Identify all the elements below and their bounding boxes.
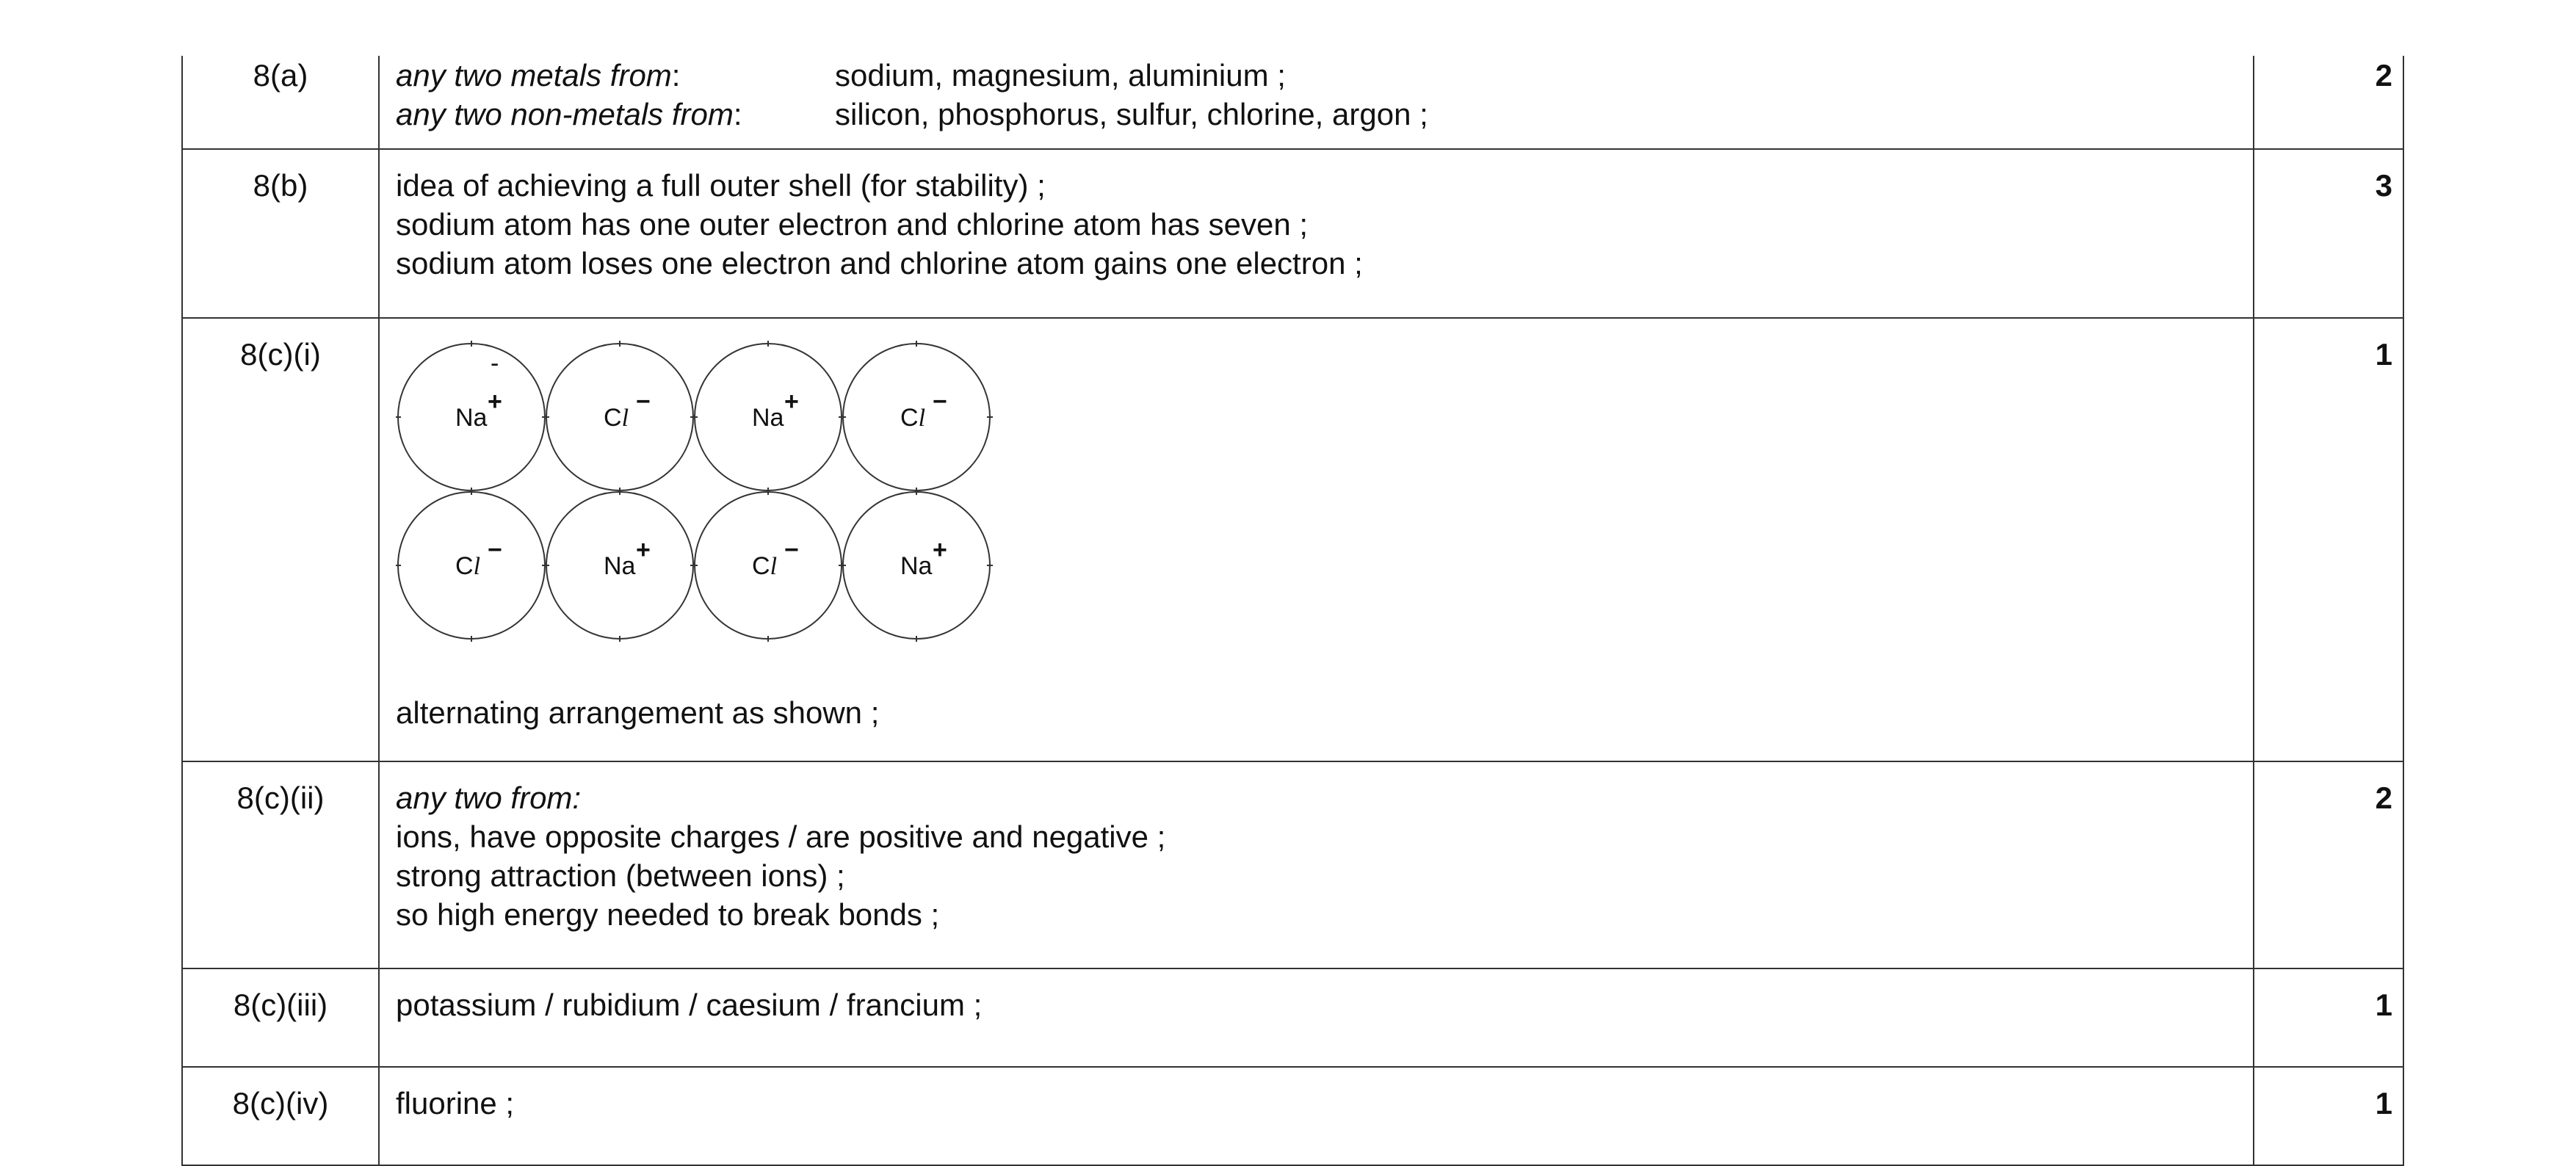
answer-cell <box>379 56 2254 149</box>
question-number: 8(c)(iii) <box>182 968 379 1067</box>
negative-charge: − <box>933 388 947 416</box>
sodium-ion-label: Na <box>604 552 636 580</box>
question-number: 8(c)(iv) <box>182 1067 379 1165</box>
question-number: 8(c)(i) <box>182 318 379 761</box>
positive-charge: + <box>636 536 651 564</box>
answer-line: so high energy needed to break bonds ; <box>396 897 940 932</box>
answer-line: sodium atom loses one electron and chlorine atom gains one electron ; <box>396 246 1363 280</box>
answer-cell <box>379 968 2254 1067</box>
answer-cell <box>379 1067 2254 1165</box>
table-row <box>182 761 2403 968</box>
question-number: 8(a) <box>182 56 379 149</box>
marks-value: 2 <box>2254 761 2403 968</box>
answer-line: alternating arrangement as shown ; <box>396 695 880 730</box>
positive-charge: + <box>933 536 947 564</box>
sodium-ion-label: Na <box>752 404 784 432</box>
marks-value: 1 <box>2254 968 2403 1067</box>
chloride-ion-label: Cl <box>752 552 778 580</box>
mark-scheme-table <box>181 56 2404 1166</box>
sodium-ion-label: Na <box>900 552 933 580</box>
positive-charge: + <box>784 388 799 416</box>
negative-charge: − <box>784 536 799 564</box>
table-row <box>182 56 2403 149</box>
answer-cell <box>379 149 2254 318</box>
table-row <box>182 968 2403 1067</box>
chloride-ion-label: Cl <box>455 552 481 580</box>
marks-value: 1 <box>2254 1067 2403 1165</box>
answer-line: strong attraction (between ions) ; <box>396 858 845 893</box>
answer-cell <box>379 318 2254 761</box>
answer-line: sodium atom has one outer electron and chlorine atom has seven ; <box>396 207 1309 242</box>
negative-charge: − <box>636 388 651 416</box>
table-row <box>182 318 2403 761</box>
answer-line: fluorine ; <box>396 1086 515 1120</box>
answer-line: ions, have opposite charges / are positive and negative ; <box>396 819 1166 854</box>
stray-mark: - <box>491 350 499 377</box>
table-row <box>182 149 2403 318</box>
chloride-ion-label: Cl <box>604 404 629 432</box>
question-number: 8(c)(ii) <box>182 761 379 968</box>
question-number: 8(b) <box>182 149 379 318</box>
chloride-ion-label: Cl <box>900 404 926 432</box>
answer-cell <box>379 761 2254 968</box>
answer-value: sodium, magnesium, aluminium ; <box>835 58 1286 93</box>
ionic-lattice-diagram <box>396 341 1013 664</box>
answer-line: any two metals from: sodium, magnesium, aluminium ; <box>396 56 2253 95</box>
negative-charge: − <box>488 536 502 564</box>
marks-value: 1 <box>2254 318 2403 761</box>
positive-charge: + <box>488 388 502 416</box>
sodium-ion-label: Na <box>455 404 488 432</box>
marks-value: 3 <box>2254 149 2403 318</box>
answer-instruction: any two from: <box>396 781 582 815</box>
answer-instruction: any two non-metals from <box>396 97 734 131</box>
answer-instruction: any two metals from <box>396 58 672 93</box>
answer-line: any two non-metals from: silicon, phosphorus, sulfur, chlorine, argon ; <box>396 95 2253 134</box>
answer-line: potassium / rubidium / caesium / francium ; <box>396 988 983 1022</box>
marks-value: 2 <box>2254 56 2403 149</box>
answer-line: idea of achieving a full outer shell (for stability) ; <box>396 168 1046 203</box>
table-row <box>182 1067 2403 1165</box>
answer-value: silicon, phosphorus, sulfur, chlorine, argon ; <box>835 97 1428 131</box>
